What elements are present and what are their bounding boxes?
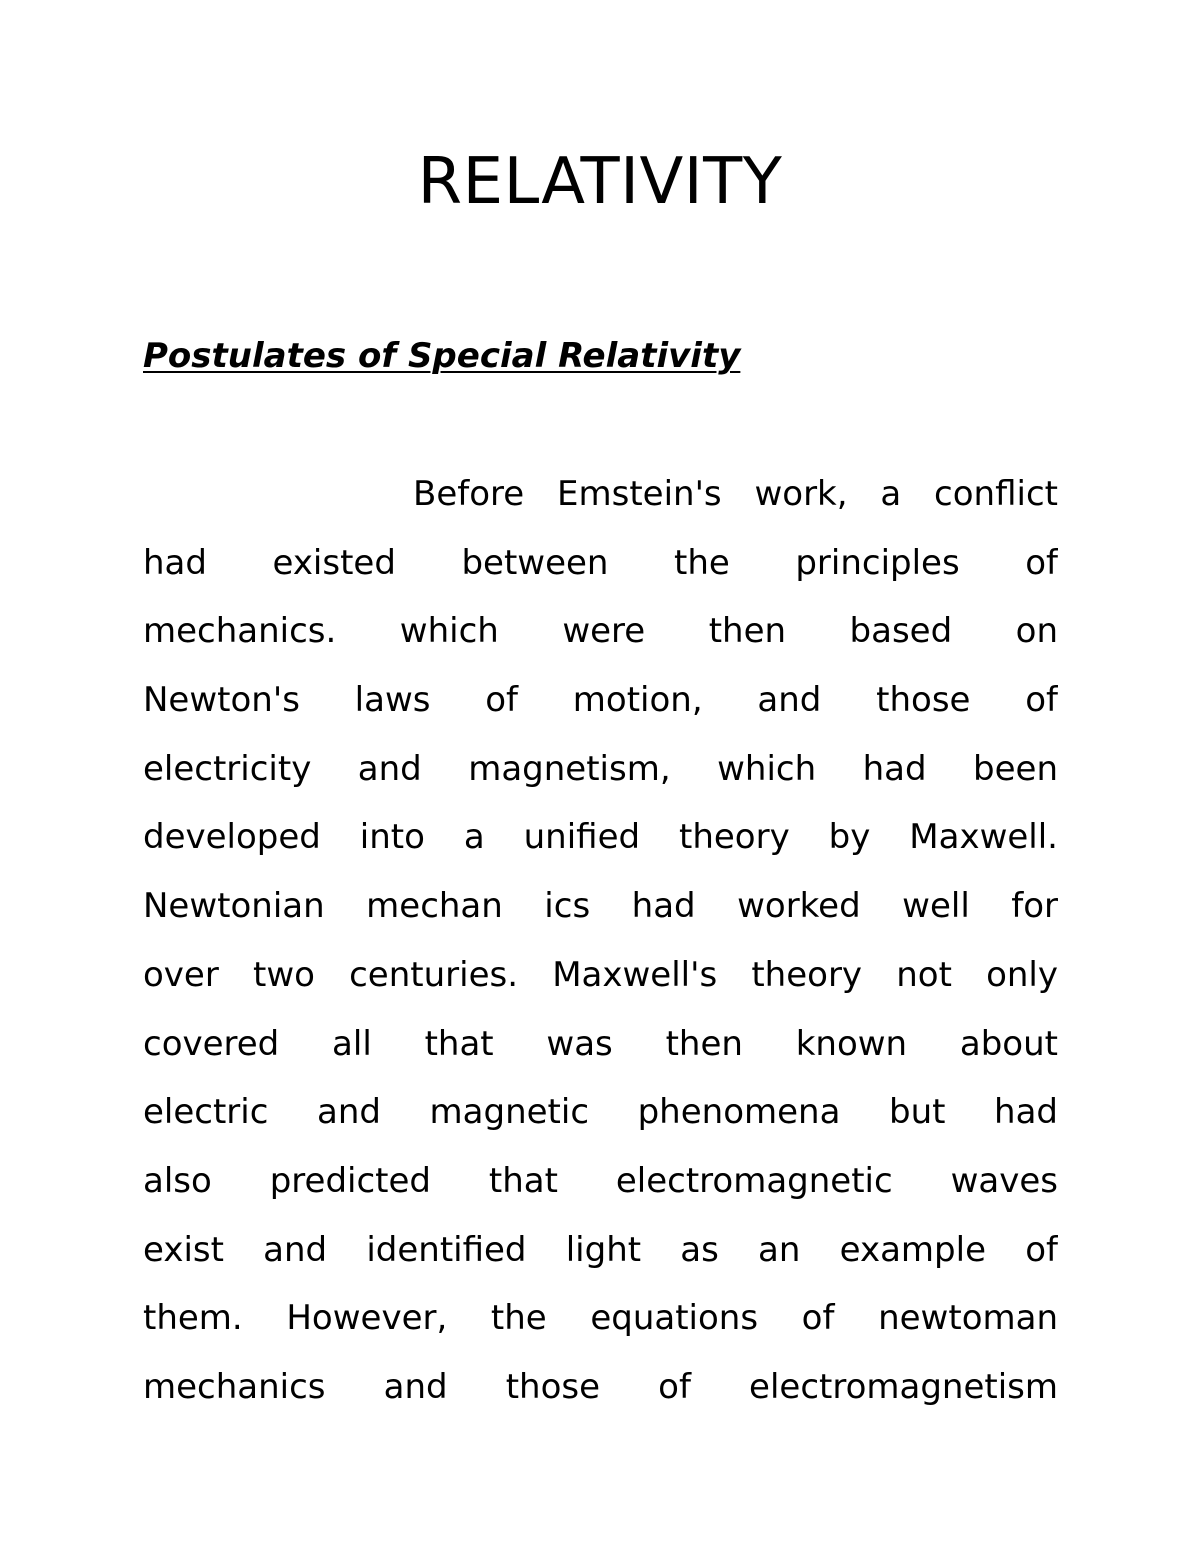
- body-line: mechanics and those of electromagnetism: [143, 1366, 1058, 1407]
- body-line: electric and magnetic phenomena but had: [143, 1092, 1058, 1133]
- section-heading: Postulates of Special Relativity: [143, 336, 741, 376]
- body-line: them. However, the equations of newtoman: [143, 1298, 1058, 1339]
- body-line: Before Emstein's work, a conflict: [413, 474, 1058, 514]
- body-paragraph: [143, 468, 1058, 1430]
- body-line: mechanics. which were then based on: [143, 611, 1058, 652]
- body-line: developed into a unified theory by Maxwell.: [143, 817, 1058, 858]
- body-line: over two centuries. Maxwell's theory not only: [143, 954, 1058, 995]
- body-line: had existed between the principles of: [143, 542, 1058, 583]
- body-line: covered all that was then known about: [143, 1023, 1058, 1064]
- body-line: also predicted that electromagnetic waves: [143, 1160, 1058, 1201]
- document-title: RELATIVITY: [417, 145, 783, 219]
- body-line: Newtonian mechan ics had worked well for: [143, 886, 1058, 927]
- body-line: Newton's laws of motion, and those of: [143, 680, 1058, 721]
- body-line: exist and identified light as an example of: [143, 1229, 1058, 1270]
- body-line: electricity and magnetism, which had been: [143, 748, 1058, 789]
